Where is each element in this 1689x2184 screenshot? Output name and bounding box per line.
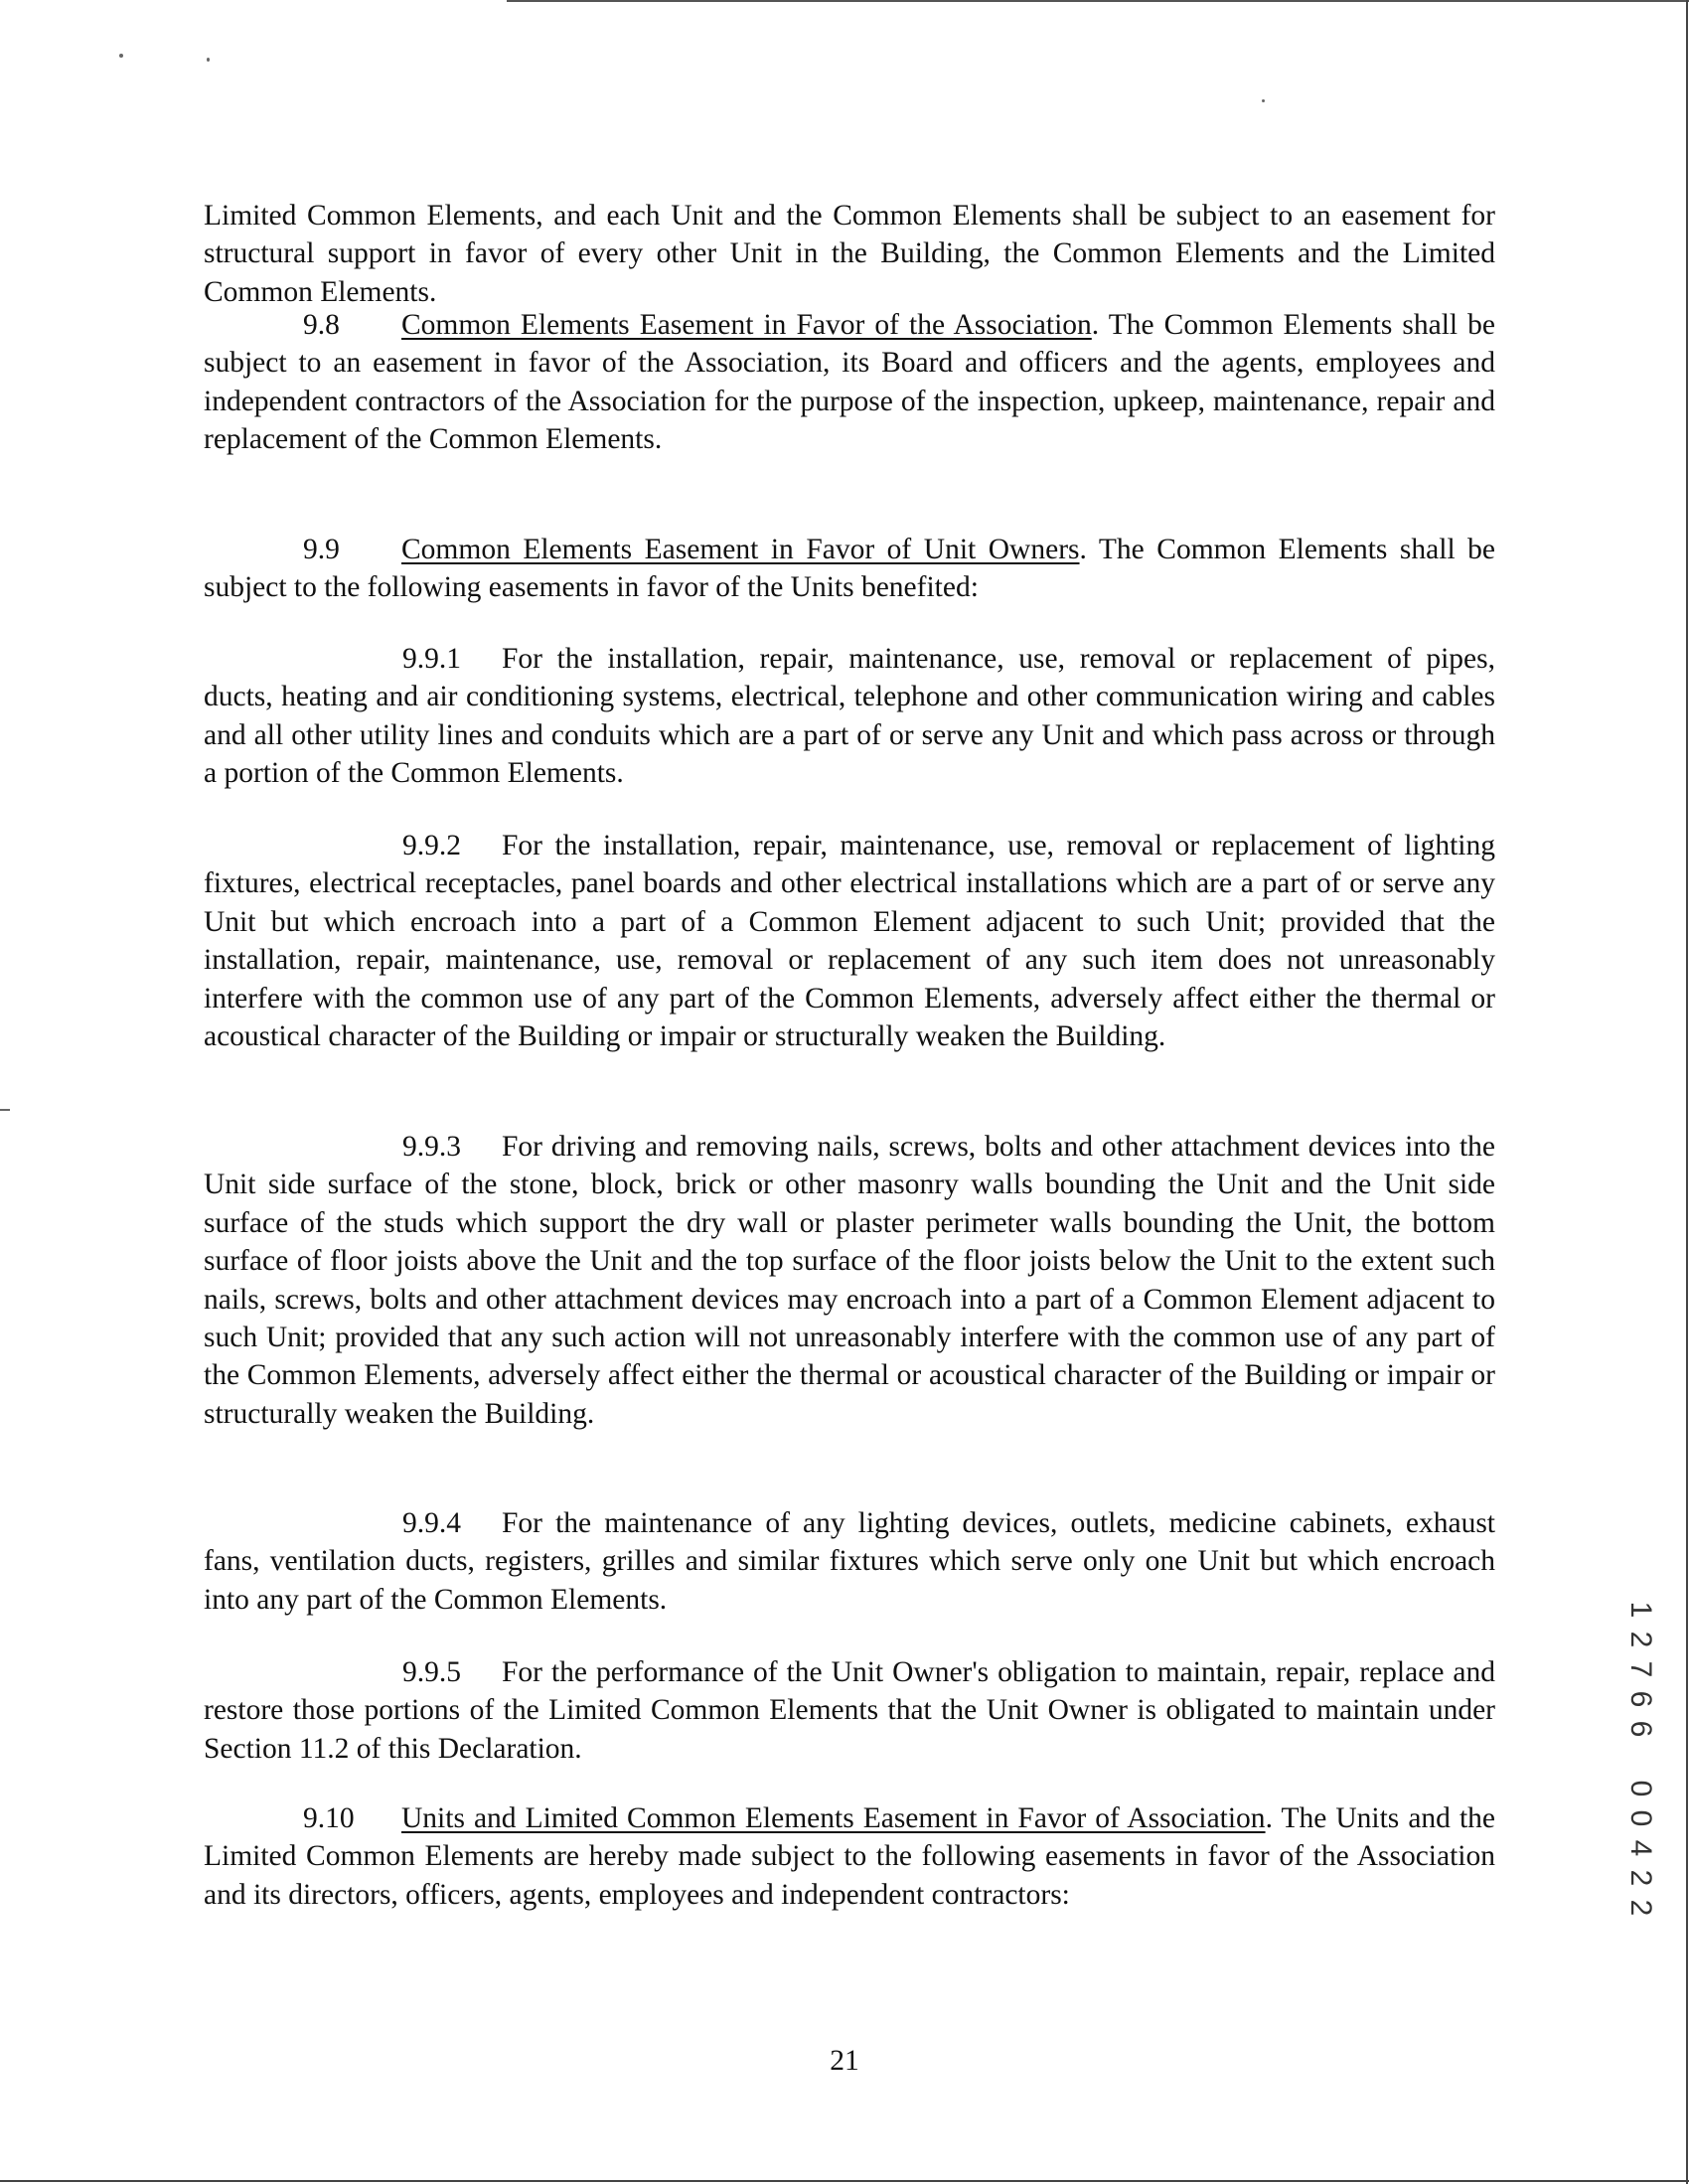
- section-9-8: [204, 306, 1495, 459]
- section-heading: Units and Limited Common Elements Easement in Favor of Association: [401, 1802, 1266, 1834]
- section-number: 9.9.5: [402, 1656, 461, 1688]
- section-number: 9.9.2: [402, 830, 461, 861]
- section-9-9-1: [204, 640, 1495, 793]
- top-scan-border: [507, 0, 1689, 2]
- section-9-9-3: [204, 1128, 1495, 1433]
- right-scan-border: [1686, 0, 1688, 2184]
- scan-speck: [1262, 99, 1265, 102]
- stamp-digit: 1: [1624, 1601, 1657, 1619]
- stamp-digit: 4: [1624, 1839, 1657, 1857]
- section-9-9-4: [204, 1504, 1495, 1619]
- section-number: 9.8: [303, 309, 340, 341]
- section-number: 9.9.1: [402, 643, 461, 675]
- section-heading: Common Elements Easement in Favor of the Association: [401, 309, 1092, 341]
- section-number: 9.9.4: [402, 1507, 461, 1539]
- scan-speck: [119, 54, 123, 58]
- section-body: . The Common Elements shall be subject to the following easements in favor of the Units benefited:: [204, 534, 1496, 604]
- stamp-digit: 6: [1624, 1690, 1657, 1708]
- section-9-10: [204, 1799, 1495, 1914]
- stamp-digit: 2: [1624, 1631, 1657, 1648]
- section-body: For the installation, repair, maintenance, use, removal or replacement of lighting fixtures, electrical receptacles, panel boards and other electrical installations which are a part of or serve any Unit but which encroach into a part of a Common Element adjacent to such Unit; provided that the installation, repair, maintenance, use, removal or replacement of any such item does not unreasonably interfere with the common use of any part of the Common Elements, adversely affect either the thermal or acoustical character of the Building or impair or structurally weaken the Building.: [204, 830, 1495, 1053]
- section-body: . The Units and the Limited Common Elements are hereby made subject to the following easements in favor of the Association and its directors, officers, agents, employees and independent contractors:: [204, 1802, 1495, 1911]
- section-body: . The Common Elements shall be subject to an easement in favor of the Association, its Board and officers and the agents, employees and independent contractors of the Association for the purpose of the inspection, upkeep, maintenance, repair and replacement of the Common Elements.: [204, 309, 1496, 456]
- continuation-text: Limited Common Elements, and each Unit and the Common Elements shall be subject to an easement for structural support in favor of every other Unit in the Building, the Common Elements and the Limited Common Elements.: [204, 200, 1495, 308]
- section-body: For the maintenance of any lighting devices, outlets, medicine cabinets, exhaust fans, ventilation ducts, registers, grilles and similar fixtures which serve only one Unit but which encroach into any part of the Common Elements.: [204, 1507, 1495, 1616]
- stamp-digit: 0: [1624, 1809, 1657, 1827]
- page-number: 21: [830, 2045, 859, 2077]
- section-body: For the performance of the Unit Owner's obligation to maintain, repair, replace and restore those portions of the Limited Common Elements that the Unit Owner is obligated to maintain under Section 11.2 of this Declaration.: [204, 1656, 1495, 1765]
- section-number: 9.10: [303, 1802, 355, 1834]
- section-body: For driving and removing nails, screws, bolts and other attachment devices into the Unit side surface of the stone, block, brick or other masonry walls bounding the Unit and the Unit side surface of the studs which support the dry wall or plaster perimeter walls bounding the Unit, the bottom surface of floor joists above the Unit and the top surface of the floor joists below the Unit to the extent such nails, screws, bolts and other attachment devices may encroach into a part of a Common Element adjacent to such Unit; provided that any such action will not unreasonably interfere with the common use of any part of the Common Elements, adversely affect either the thermal or acoustical character of the Building or impair or structurally weaken the Building.: [204, 1131, 1495, 1430]
- stamp-digit: 0: [1624, 1780, 1657, 1797]
- stamp-digit: 2: [1624, 1869, 1657, 1887]
- scan-speck: [0, 1109, 10, 1111]
- section-heading: Common Elements Easement in Favor of Unit Owners: [401, 534, 1080, 565]
- bottom-scan-border: [0, 2180, 1689, 2182]
- scan-speck: [207, 58, 210, 62]
- continuation-paragraph: [204, 197, 1495, 311]
- section-number: 9.9.3: [402, 1131, 461, 1163]
- section-9-9: [204, 531, 1495, 607]
- stamp-digit: 6: [1624, 1720, 1657, 1738]
- section-9-9-2: [204, 827, 1495, 1055]
- stamp-digit: 7: [1624, 1660, 1657, 1678]
- recording-stamp: [1623, 1595, 1657, 1923]
- stamp-digit: 2: [1624, 1899, 1657, 1917]
- section-number: 9.9: [303, 534, 340, 565]
- section-9-9-5: [204, 1653, 1495, 1768]
- section-body: For the installation, repair, maintenance, use, removal or replacement of pipes, ducts, heating and air conditioning systems, electrical, telephone and other communication wiring and cables and all other utility lines and conduits which are a part of or serve any Unit and which pass across or through a portion of the Common Elements.: [204, 643, 1495, 790]
- stamp-gap: [1625, 1742, 1655, 1776]
